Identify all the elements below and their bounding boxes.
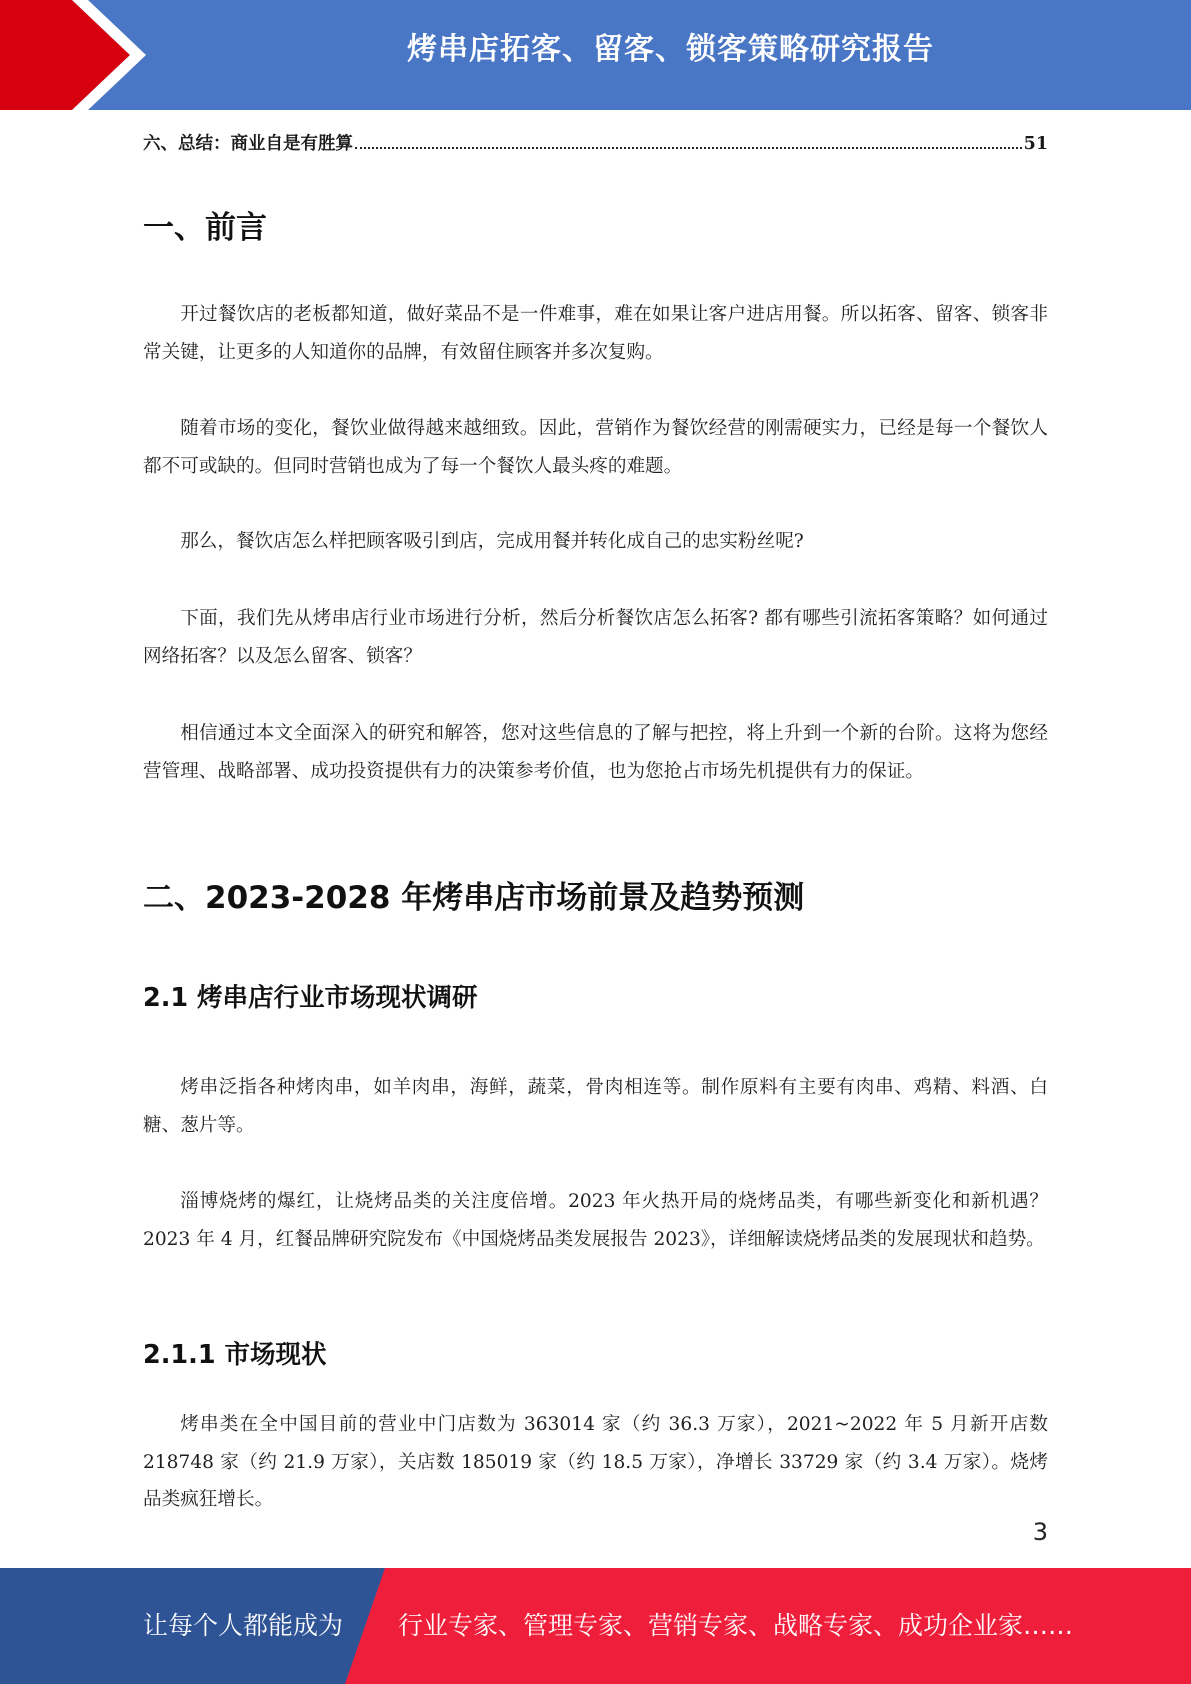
footer-slogan-right: 行业专家、管理专家、营销专家、战略专家、成功企业家……	[398, 1611, 1074, 1640]
toc-entry[interactable]	[143, 130, 1048, 158]
paragraph-1: 开过餐饮店的老板都知道，做好菜品不是一件难事，难在如果让客户进店用餐。所以拓客、留客、锁客非常关键，让更多的人知道你的品牌，有效留住顾客并多次复购。	[143, 304, 1048, 363]
paragraph-2: 随着市场的变化，餐饮业做得越来越细致。因此，营销作为餐饮经营的刚需硬实力，已经是每一个餐饮人都不可或缺的。但同时营销也成为了每一个餐饮人最头疼的难题。	[143, 418, 1048, 477]
paragraph-6: 烤串泛指各种烤肉串，如羊肉串，海鲜，蔬菜，骨肉相连等。制作原料有主要有肉串、鸡精、料酒、白糖、葱片等。	[143, 1077, 1048, 1136]
page-number: 3	[1032, 1518, 1048, 1546]
heading-preface: 一、前言	[143, 210, 267, 246]
page-footer	[0, 1568, 1191, 1684]
paragraph-5: 相信通过本文全面深入的研究和解答，您对这些信息的了解与把控，将上升到一个新的台阶。这将为您经营管理、战略部署、成功投资提供有力的决策参考价值，也为您抢占市场先机提供有力的保证。	[143, 723, 1048, 782]
paragraph-4: 下面，我们先从烤串店行业市场进行分析，然后分析餐饮店怎么拓客? 都有哪些引流拓客策略？如何通过网络拓客？以及怎么留客、锁客？	[143, 608, 1048, 667]
heading-market-forecast: 二、2023-2028 年烤串店市场前景及趋势预测	[143, 880, 805, 916]
header-chevron-graphic	[0, 0, 160, 110]
footer-slogan-left: 让每个人都能成为	[143, 1611, 344, 1640]
heading-2-1: 2.1 烤串店行业市场现状调研	[143, 983, 478, 1013]
toc-entry-page: 51	[1023, 134, 1048, 154]
heading-2-1-1: 2.1.1 市场现状	[143, 1340, 327, 1370]
page-header	[0, 0, 1191, 110]
toc-leader-dots	[355, 147, 1022, 149]
paragraph-7: 淄博烧烤的爆红，让烧烤品类的关注度倍增。2023 年火热开局的烧烤品类，有哪些新变化和新机遇？2023 年 4 月，红餐品牌研究院发布《中国烧烤品类发展报告 2023》，详细解读烧烤品类的发展现状和趋势。	[143, 1191, 1048, 1250]
paragraph-3: 那么，餐饮店怎么样把顾客吸引到店，完成用餐并转化成自己的忠实粉丝呢?	[180, 531, 804, 552]
toc-entry-label: 六、总结：商业自是有胜算	[143, 134, 353, 154]
paragraph-8: 烤串类在全中国目前的营业中门店数为 363014 家（约 36.3 万家），2021~2022 年 5 月新开店数 218748 家（约 21.9 万家），关店数 185019 家（约 18.5 万家），净增长 33729 家（约 3.4 万家）。烧烤品类疯狂增长。	[143, 1414, 1048, 1510]
header-title: 烤串店拓客、留客、锁客策略研究报告	[407, 32, 934, 67]
